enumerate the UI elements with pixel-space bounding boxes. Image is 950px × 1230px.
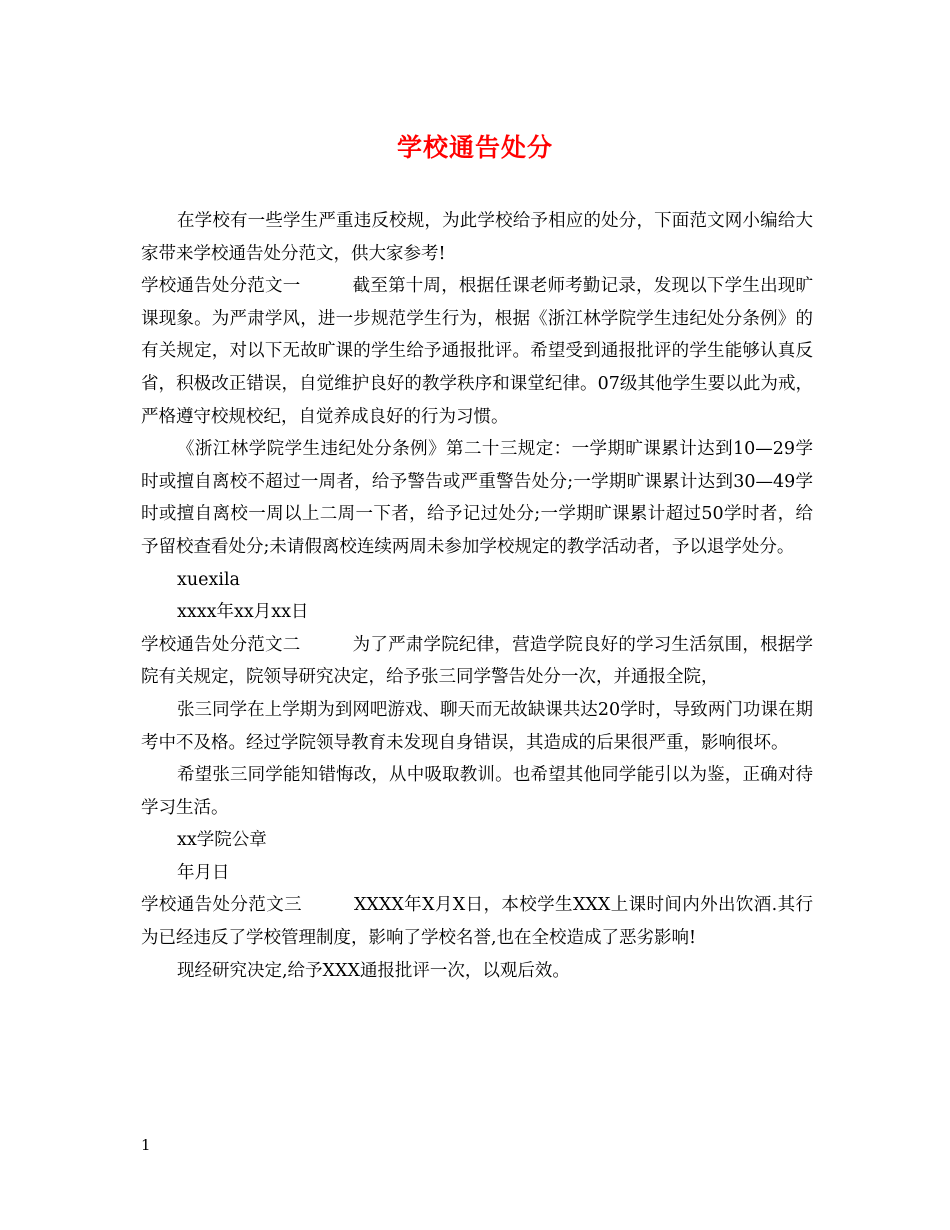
- date-line: [141, 596, 813, 629]
- paragraph-hope: [141, 759, 813, 824]
- document-body: [141, 205, 813, 987]
- paragraph-text: XXXX年X月X日，本校学生XXX上课时间内外出饮酒.其行为已经违反了学校管理制度，影响了学校名誉,也在全校造成了恶劣影响!: [141, 895, 813, 949]
- paragraph-text: 希望张三同学能知错悔改，从中吸取教训。也希望其他同学能引以为鉴，正确对待学习生活。: [141, 765, 813, 818]
- section-label: 学校通告处分范文三: [141, 895, 302, 916]
- signature-text: xx学院公章: [177, 830, 267, 851]
- section-one-heading-paragraph: [141, 270, 813, 433]
- paragraph-intro: [141, 205, 813, 270]
- paragraph-body: [141, 694, 813, 759]
- date-line: [141, 857, 813, 890]
- document-title: 学校通告处分: [396, 133, 553, 162]
- paragraph-text: 为了严肃学院纪律，营造学院良好的学习生活氛围，根据学院有关规定，院领导研究决定，给予张三同学警告处分一次，并通报全院，: [141, 634, 814, 688]
- paragraph-text: 截至第十周，根据任课老师考勤记录，发现以下学生出现旷课现象。为严肃学风，进一步规范学生行为，根据《浙江林学院学生违纪处分条例》的有关规定，对以下无故旷课的学生给予通报批评。希望受到通报批评的学生能够认真反省，积极改正错误，自觉维护良好的教学秩序和课堂纪律。07级其他学生要以此为戒，严格遵守校规校纪，自觉养成良好的行为习惯。: [141, 276, 814, 427]
- section-two-heading-paragraph: [141, 629, 813, 694]
- signature-line: [141, 564, 813, 597]
- section-three-heading-paragraph: [141, 889, 813, 954]
- date-text: 年月日: [177, 862, 230, 883]
- signature-text: xuexila: [177, 569, 240, 590]
- paragraph-text: 张三同学在上学期为到网吧游戏、聊天而无故缺课共达20学时，导致两门功课在期考中不及格。经过学院领导教育未发现自身错误，其造成的后果很严重，影响很坏。: [141, 699, 813, 753]
- paragraph-decision: [141, 955, 813, 988]
- section-label: 学校通告处分范文一: [141, 276, 301, 297]
- signature-line: [141, 824, 813, 857]
- paragraph-text: 在学校有一些学生严重违反校规，为此学校给予相应的处分，下面范文网小编给大家带来学校通告处分范文，供大家参考!: [141, 211, 813, 264]
- page-number: 1: [141, 1136, 151, 1154]
- paragraph-rules: [141, 433, 813, 563]
- paragraph-text: 《浙江林学院学生违纪处分条例》第二十三规定：一学期旷课累计达到10—29学时或擅自离校不超过一周者，给予警告或严重警告处分;一学期旷课累计达到30—49学时或擅自离校一周以上二周一下者，给予记过处分;一学期旷课累计超过50学时者，给予留校查看处分;未请假离校连续两周未参加学校规定的教学活动者，予以退学处分。: [141, 439, 813, 557]
- section-label: 学校通告处分范文二: [141, 634, 301, 655]
- paragraph-text: 现经研究决定,给予XXX通报批评一次，以观后效。: [177, 960, 570, 981]
- date-text: xxxx年xx月xx日: [177, 602, 309, 623]
